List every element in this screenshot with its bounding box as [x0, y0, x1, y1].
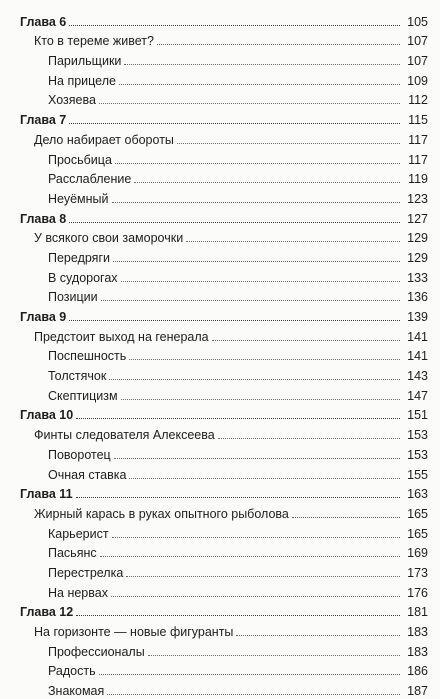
toc-chapter-row [20, 601, 428, 621]
toc-subsection-row [20, 463, 428, 483]
toc-subsection-row [20, 187, 428, 207]
toc-subsection-title: Передряги [48, 250, 110, 265]
dot-leader [69, 123, 400, 124]
dot-leader [148, 655, 400, 656]
dot-leader [186, 241, 400, 242]
toc-subsection-row [20, 266, 428, 286]
dot-leader [107, 694, 400, 695]
toc-page-number: 151 [407, 408, 428, 423]
toc-page-number: 183 [407, 625, 428, 639]
dot-leader [76, 497, 400, 498]
toc-page-number: 186 [407, 664, 428, 679]
toc-section-row [20, 325, 428, 345]
dot-leader [129, 359, 400, 360]
toc-section-row [20, 620, 428, 640]
dot-leader [76, 418, 400, 419]
dot-leader [99, 103, 400, 104]
toc-subsection-title: Парильщики [48, 54, 122, 69]
toc-page-number: 169 [407, 546, 428, 561]
toc-page-number: 183 [407, 644, 428, 659]
toc-section-title: Предстоит выход на генерала [34, 329, 209, 344]
toc-subsection-row [20, 522, 428, 542]
toc-chapter-title: Глава 7 [20, 113, 67, 128]
toc-section-title: Дело набирает обороты [34, 132, 174, 147]
toc-chapter-row [20, 10, 428, 30]
toc-page-number: 112 [408, 93, 428, 108]
toc-subsection-row [20, 384, 428, 404]
dot-leader [157, 44, 400, 45]
toc-page-number: 163 [407, 487, 428, 502]
toc-subsection-title: На прицеле [48, 73, 116, 88]
toc-subsection-title: Карьерист [48, 526, 109, 541]
dot-leader [69, 320, 400, 321]
dot-leader [126, 576, 400, 577]
toc-subsection-title: Очная ставка [48, 467, 127, 482]
toc-subsection-row [20, 679, 428, 699]
toc-subsection-title: Радость [48, 664, 96, 679]
toc-subsection-row [20, 364, 428, 384]
toc-subsection-title: На нервах [48, 585, 108, 600]
toc-subsection-title: Пасьянс [48, 546, 97, 561]
toc-subsection-row [20, 168, 428, 188]
toc-page-number: 153 [407, 428, 428, 443]
toc-subsection-title: Поспешность [48, 349, 127, 364]
dot-leader [119, 84, 400, 85]
dot-leader [112, 202, 400, 203]
toc-page-number: 105 [407, 14, 428, 29]
toc-page-number: 133 [407, 270, 428, 285]
toc-chapter-title: Глава 9 [20, 310, 67, 324]
dot-leader [115, 163, 400, 164]
toc-section-row [20, 423, 428, 443]
toc-subsection-title: Знакомая [48, 684, 105, 699]
toc-subsection-row [20, 286, 428, 306]
dot-leader [111, 596, 400, 597]
toc-section-title: Жирный карась в руках опытного рыболова [34, 506, 289, 521]
toc-subsection-title: Позиции [48, 290, 98, 305]
toc-section-row [20, 128, 428, 148]
toc-page-number: 129 [407, 250, 428, 265]
dot-leader [112, 537, 400, 538]
toc-page-number: 153 [407, 447, 428, 462]
toc-page-number: 109 [407, 73, 428, 88]
toc-chapter-title: Глава 6 [20, 14, 67, 29]
toc-page-number: 165 [407, 526, 428, 541]
toc-page-number: 176 [407, 585, 428, 600]
toc-page-number: 173 [407, 565, 428, 580]
toc-subsection-title: Толстячок [48, 369, 107, 384]
toc-chapter-row [20, 404, 428, 424]
toc-chapter-row [20, 108, 428, 128]
toc-subsection-title: Расслабление [48, 172, 132, 187]
toc-page-number: 117 [408, 132, 428, 147]
toc-page-number: 129 [407, 231, 428, 246]
table-of-contents [20, 10, 428, 699]
dot-leader [69, 222, 400, 223]
dot-leader [113, 261, 400, 262]
toc-section-title: Финты следователя Алексеева [34, 428, 215, 443]
toc-page-number: 181 [407, 605, 428, 620]
toc-page-number: 119 [408, 172, 428, 187]
toc-page-number: 115 [408, 113, 428, 128]
dot-leader [69, 25, 400, 26]
toc-page-number: 141 [407, 329, 428, 344]
toc-section-row [20, 30, 428, 50]
toc-section-title: На горизонте — новые фигуранты [34, 625, 234, 639]
toc-page-number: 155 [407, 467, 428, 482]
toc-page-number: 136 [407, 290, 428, 305]
toc-subsection-title: В судорогах [48, 270, 118, 285]
dot-leader [114, 458, 400, 459]
toc-subsection-title: Скептицизм [48, 388, 118, 403]
toc-page-number: 143 [407, 369, 428, 384]
dot-leader [212, 340, 400, 341]
toc-page-number: 139 [407, 310, 428, 324]
toc-subsection-row [20, 246, 428, 266]
dot-leader [292, 517, 400, 518]
toc-section-title: У всякого свои заморочки [34, 231, 184, 246]
dot-leader [76, 615, 400, 616]
toc-subsection-title: Поворотец [48, 447, 111, 462]
toc-subsection-row [20, 345, 428, 365]
toc-subsection-row [20, 49, 428, 69]
dot-leader [100, 556, 400, 557]
toc-chapter-row [20, 305, 428, 325]
toc-subsection-row [20, 89, 428, 109]
toc-page-number: 147 [407, 388, 428, 403]
toc-subsection-title: Неуёмный [48, 191, 109, 206]
toc-subsection-row [20, 542, 428, 562]
toc-subsection-title: Хозяева [48, 93, 96, 108]
toc-subsection-row [20, 443, 428, 463]
toc-chapter-title: Глава 10 [20, 408, 74, 423]
toc-chapter-title: Глава 8 [20, 211, 67, 226]
dot-leader [134, 182, 400, 183]
toc-page-number: 127 [407, 211, 428, 226]
toc-page-number: 165 [407, 506, 428, 521]
toc-subsection-row [20, 561, 428, 581]
toc-subsection-row [20, 148, 428, 168]
toc-subsection-title: Просьбица [48, 152, 112, 167]
toc-chapter-row [20, 483, 428, 503]
toc-chapter-title: Глава 11 [20, 487, 73, 502]
dot-leader [218, 438, 400, 439]
dot-leader [177, 143, 400, 144]
toc-section-title: Кто в тереме живет? [34, 34, 154, 49]
toc-subsection-row [20, 581, 428, 601]
toc-subsection-title: Профессионалы [48, 644, 145, 659]
toc-page-number: 107 [407, 34, 428, 49]
dot-leader [121, 399, 400, 400]
toc-section-row [20, 227, 428, 247]
toc-page-number: 107 [407, 54, 428, 69]
toc-subsection-title: Перестрелка [48, 565, 124, 580]
dot-leader [101, 300, 400, 301]
toc-subsection-row [20, 69, 428, 89]
dot-leader [121, 281, 400, 282]
dot-leader [129, 478, 400, 479]
toc-section-row [20, 502, 428, 522]
toc-page-number: 187 [407, 684, 428, 699]
dot-leader [109, 379, 400, 380]
toc-chapter-row [20, 207, 428, 227]
toc-page-number: 123 [407, 191, 428, 206]
toc-subsection-row [20, 660, 428, 680]
dot-leader [236, 635, 400, 636]
toc-page-number: 141 [407, 349, 428, 364]
dot-leader [124, 64, 400, 65]
toc-page-number: 117 [408, 152, 428, 167]
toc-chapter-title: Глава 12 [20, 605, 74, 620]
dot-leader [99, 674, 400, 675]
